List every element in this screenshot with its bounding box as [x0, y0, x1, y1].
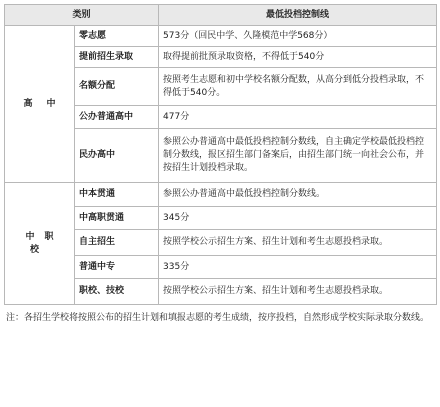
- row-criteria: 取得提前批预录取资格，不得低于540分: [159, 47, 437, 68]
- row-type: 职校、技校: [75, 279, 159, 305]
- score-line-table: [4, 4, 437, 305]
- row-criteria: 按照学校公示招生方案、招生计划和考生志愿投档录取。: [159, 279, 437, 305]
- row-criteria: 345分: [159, 207, 437, 230]
- admission-score-table-section: [4, 4, 436, 325]
- row-type: 公办普通高中: [75, 106, 159, 129]
- row-criteria: 573分（回民中学、久隆模范中学568分）: [159, 26, 437, 47]
- row-criteria: 按照学校公示招生方案、招生计划和考生志愿投档录取。: [159, 230, 437, 256]
- row-type: 自主招生: [75, 230, 159, 256]
- row-type: 提前招生录取: [75, 47, 159, 68]
- row-criteria: 参照公办普通高中最低投档控制分数线。: [159, 183, 437, 207]
- footnote: 注：各招生学校将按照公布的招生计划和填报志愿的考生成绩，按序投档，自然形成学校实际录取分数线。: [6, 313, 430, 323]
- row-type: 零志愿: [75, 26, 159, 47]
- row-criteria: 参照公办普通高中最低投档控制分数线，自主确定学校最低投档控制分数线，报区招生部门备案后，由招生部门统一向社会公布，并按招生计划投档录取。: [159, 129, 437, 183]
- row-criteria: 335分: [159, 256, 437, 279]
- row-type: 名额分配: [75, 68, 159, 106]
- table-row: [5, 26, 437, 47]
- row-type: 普通中专: [75, 256, 159, 279]
- category-header: 类别: [5, 5, 159, 26]
- table-row: [5, 183, 437, 207]
- row-type: 民办高中: [75, 129, 159, 183]
- row-criteria: 477分: [159, 106, 437, 129]
- group-label-vocational-school: 中职校: [5, 183, 75, 305]
- row-type: 中高职贯通: [75, 207, 159, 230]
- row-criteria: 按照考生志愿和初中学校名额分配数，从高分到低分投档录取，不得低于540分。: [159, 68, 437, 106]
- table-header-row: [5, 5, 437, 26]
- criteria-header: 最低投档控制线: [159, 5, 437, 26]
- row-type: 中本贯通: [75, 183, 159, 207]
- group-label-high-school: 高中: [5, 26, 75, 183]
